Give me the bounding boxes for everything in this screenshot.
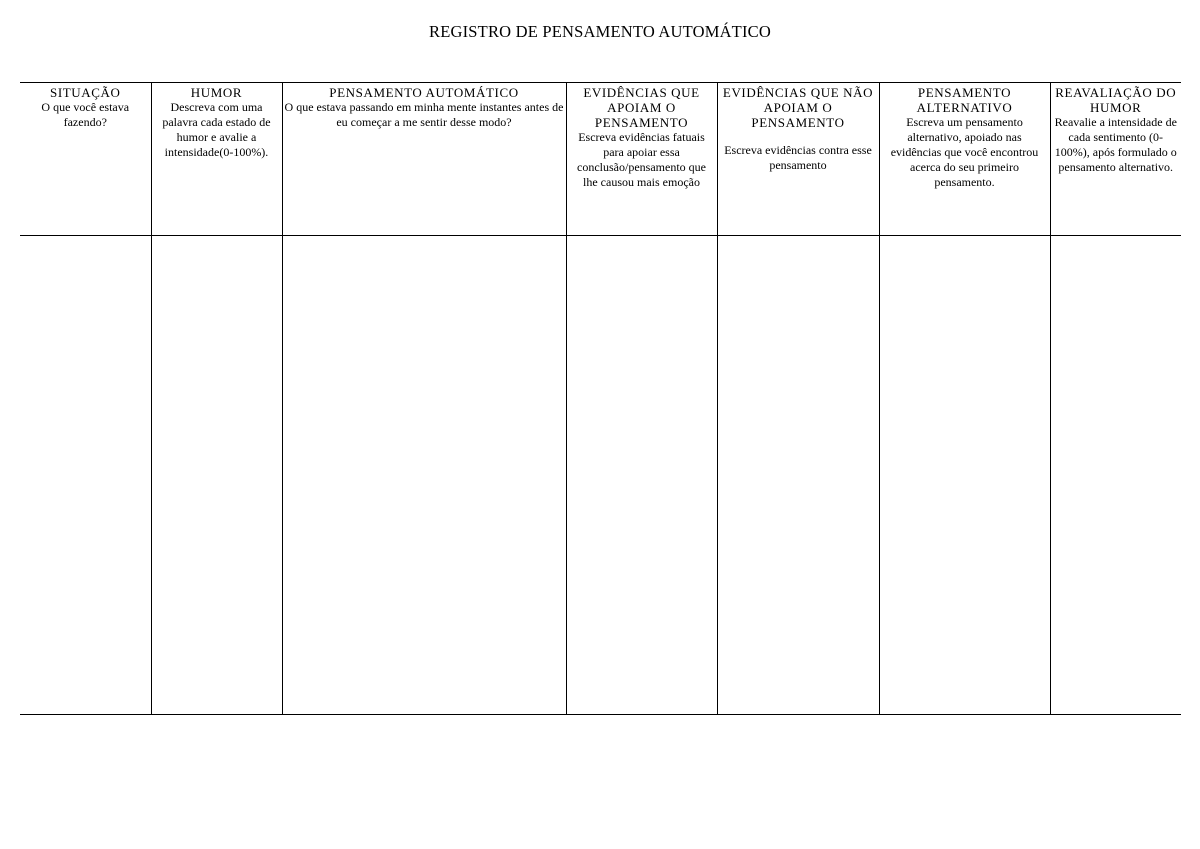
column-header-situacao <box>20 83 151 236</box>
column-title: PENSAMENTO ALTERNATIVO <box>916 85 1013 115</box>
cell-evidencias-nao-apoiam[interactable] <box>717 236 879 715</box>
column-description: O que você estava fazendo? <box>41 100 130 129</box>
cell-pensamento-automatico[interactable] <box>282 236 566 715</box>
cell-reavaliacao-humor[interactable] <box>1050 236 1181 715</box>
header-row <box>20 83 1181 236</box>
column-header-evidencias-nao-apoiam <box>717 83 879 236</box>
column-description: Escreva evidências fatuais para apoiar essa conclusão/pensamento que lhe causou mais emoção <box>577 130 706 189</box>
column-description: Reavalie a intensidade de cada sentimento (0-100%), após formulado o pensamento alternativo. <box>1054 115 1177 174</box>
column-title: PENSAMENTO AUTOMÁTICO <box>329 85 519 100</box>
column-description: Escreva evidências contra esse pensamento <box>724 143 872 172</box>
column-title: EVIDÊNCIAS QUE APOIAM O PENSAMENTO <box>583 85 700 130</box>
column-description: O que estava passando em minha mente instantes antes de eu começar a me sentir desse modo? <box>284 100 564 129</box>
page-title: REGISTRO DE PENSAMENTO AUTOMÁTICO <box>429 22 771 41</box>
column-title: REAVALIAÇÃO DO HUMOR <box>1055 85 1177 115</box>
column-title: SITUAÇÃO <box>49 85 121 100</box>
column-header-pensamento-alternativo <box>879 83 1050 236</box>
cell-situacao[interactable] <box>20 236 151 715</box>
column-description: Escreva um pensamento alternativo, apoiado nas evidências que você encontrou acerca do seu primeiro pensamento. <box>890 115 1039 189</box>
table-row <box>20 236 1181 715</box>
column-description: Descreva com uma palavra cada estado de humor e avalie a intensidade(0-100%). <box>162 100 271 159</box>
column-header-pensamento-automatico <box>282 83 566 236</box>
column-header-evidencias-apoiam <box>566 83 717 236</box>
column-title: EVIDÊNCIAS QUE NÃO APOIAM O PENSAMENTO <box>722 85 874 130</box>
thought-record-table <box>20 82 1181 715</box>
column-title: HUMOR <box>190 85 243 100</box>
cell-humor[interactable] <box>151 236 282 715</box>
column-header-reavaliacao-humor <box>1050 83 1181 236</box>
cell-evidencias-apoiam[interactable] <box>566 236 717 715</box>
column-header-humor <box>151 83 282 236</box>
cell-pensamento-alternativo[interactable] <box>879 236 1050 715</box>
